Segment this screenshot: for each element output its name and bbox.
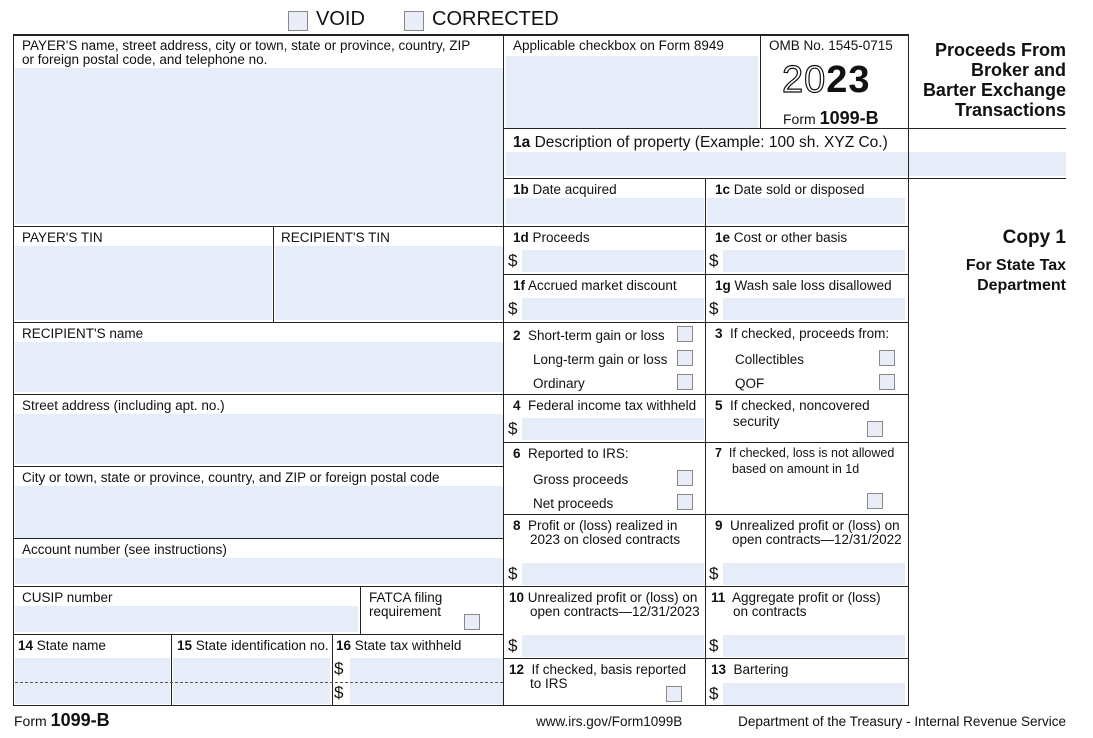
box-4-label: 4 Federal income tax withheld — [513, 398, 697, 413]
box-16-label: 16 State tax withheld — [336, 638, 462, 653]
box-7-label-2: based on amount in 1d — [732, 462, 860, 476]
box-10-field[interactable] — [522, 635, 704, 657]
recipient-tin-label: RECIPIENT'S TIN — [281, 230, 390, 245]
box-6-gross-checkbox[interactable] — [677, 470, 693, 486]
box-10-dollar: $ — [508, 636, 518, 655]
account-number-field[interactable] — [15, 558, 503, 584]
payer-tin-label: PAYER'S TIN — [22, 230, 103, 245]
box-8-dollar: $ — [508, 564, 518, 583]
box-11-label-2: on contracts — [733, 604, 807, 619]
box-1b-field[interactable] — [506, 198, 704, 224]
form-right-border — [908, 34, 909, 706]
footer-department: Department of the Treasury - Internal Revenue Service — [738, 714, 1066, 729]
box-11-field[interactable] — [723, 635, 905, 657]
footer-url[interactable]: www.irs.gov/Form1099B — [536, 714, 683, 729]
box-4-dollar: $ — [508, 419, 518, 438]
fatca-label-2: requirement — [369, 604, 442, 619]
box-1d-label: 1d Proceeds — [513, 230, 590, 245]
box-1d-dollar: $ — [508, 251, 518, 270]
box-9-field[interactable] — [723, 563, 905, 585]
applicable-checkbox-field[interactable] — [506, 56, 758, 128]
state-row-dash — [15, 682, 503, 683]
box-8-label-1: 8 Profit or (loss) realized in — [513, 518, 678, 533]
box-4-field[interactable] — [522, 418, 704, 440]
fatca-checkbox[interactable] — [464, 614, 480, 630]
box-12-label-2: to IRS — [530, 676, 568, 691]
omb-divider — [760, 34, 761, 128]
void-checkbox[interactable] — [288, 11, 308, 31]
recipient-name-field[interactable] — [15, 342, 503, 392]
line-6-bottom — [503, 514, 908, 515]
box-8-field[interactable] — [522, 563, 704, 585]
box-16-dollar-1: $ — [334, 659, 344, 678]
box-7-label-1: 7 If checked, loss is not allowed — [715, 446, 895, 460]
box-6-gross-label: Gross proceeds — [533, 472, 629, 487]
box-10-label-1: 10 Unrealized profit or (loss) on — [509, 590, 698, 605]
fatca-label-1: FATCA filing — [369, 590, 443, 605]
tax-year: 2023 — [782, 59, 871, 101]
line-1d-bottom — [503, 274, 908, 275]
box-3-label: 3 If checked, proceeds from: — [715, 326, 890, 341]
box-6-net-checkbox[interactable] — [677, 494, 693, 510]
box-9-dollar: $ — [709, 564, 719, 583]
account-number-label: Account number (see instructions) — [22, 542, 227, 557]
box-1g-label: 1g Wash sale loss disallowed — [715, 278, 892, 293]
box-15-label: 15 State identification no. — [177, 638, 329, 653]
city-field[interactable] — [15, 486, 503, 538]
payer-name-label: PAYER'S name, street address, city or town, state or province, country, ZIP — [22, 38, 471, 53]
box-1f-field[interactable] — [522, 298, 704, 320]
copy-subtitle: For State Tax Department — [965, 257, 1066, 294]
corrected-checkbox[interactable] — [404, 11, 424, 31]
box-1c-field[interactable] — [707, 198, 905, 224]
form-title: Proceeds From Broker and Barter Exchange Transactions — [922, 40, 1066, 120]
box-5-checkbox[interactable] — [867, 421, 883, 437]
box-1c-label: 1c Date sold or disposed — [715, 182, 865, 197]
box-2-long-checkbox[interactable] — [677, 350, 693, 366]
line-account-bottom — [13, 586, 504, 587]
cusip-field[interactable] — [15, 606, 358, 632]
line-name-bottom — [13, 394, 504, 395]
form-top-border — [13, 34, 908, 36]
box-10-label-2: open contracts—12/31/2023 — [530, 604, 700, 619]
box-12-checkbox[interactable] — [666, 686, 682, 702]
line-2-bottom — [503, 394, 908, 395]
box-1e-dollar: $ — [709, 251, 719, 270]
box-1a-label: 1a Description of property (Example: 100 sh. XYZ Co.) — [513, 134, 888, 151]
box-1d-field[interactable] — [522, 250, 704, 272]
box-1f-dollar: $ — [508, 299, 518, 318]
box-12-label-1: 12 If checked, basis reported — [509, 662, 687, 677]
line-cusip-bottom — [13, 634, 504, 635]
line-1f-bottom — [503, 322, 908, 323]
box-1f-label: 1f Accrued market discount — [513, 278, 677, 293]
box-9-label-2: open contracts—12/31/2022 — [732, 532, 902, 547]
box-13-field[interactable] — [723, 683, 905, 705]
line-1a-bottom — [503, 178, 1066, 179]
cusip-label: CUSIP number — [22, 590, 113, 605]
form-bottom-border — [13, 705, 908, 706]
box-3-qof-label: QOF — [735, 376, 765, 391]
box-16-dollar-2: $ — [334, 683, 344, 702]
line-payer-bottom — [13, 226, 504, 227]
box-1b-label: 1b Date acquired — [513, 182, 617, 197]
form-left-border — [13, 34, 14, 706]
box-13-dollar: $ — [709, 684, 719, 703]
box-1e-field[interactable] — [723, 250, 905, 272]
footer-form-label: Form 1099-B — [14, 710, 110, 730]
box-15-field[interactable] — [173, 658, 330, 704]
copy-label: Copy 1 — [1002, 227, 1066, 248]
box-16-field[interactable] — [350, 658, 503, 704]
cusip-fatca-divider — [360, 586, 361, 634]
line-10-bottom — [503, 658, 908, 659]
line-city-bottom — [13, 538, 504, 539]
city-label: City or town, state or province, country, and ZIP or foreign postal code — [22, 470, 440, 485]
box-3-qof-checkbox[interactable] — [879, 374, 895, 390]
box-3-collectibles-label: Collectibles — [735, 352, 805, 367]
box-8-label-2: 2023 on closed contracts — [530, 532, 681, 547]
box-2-ordinary-checkbox[interactable] — [677, 374, 693, 390]
box-11-dollar: $ — [709, 636, 719, 655]
form-label-top: Form 1099-B — [783, 108, 879, 128]
box-14-field[interactable] — [15, 658, 170, 704]
payer-tin-field[interactable] — [15, 246, 272, 320]
box-5-label-2: security — [733, 414, 780, 429]
payer-name-field[interactable] — [15, 68, 503, 224]
box-14-label: 14 State name — [18, 638, 106, 653]
center-divider — [503, 34, 504, 706]
payer-name-label-2: or foreign postal code, and telephone no. — [22, 52, 268, 67]
line-street-bottom — [13, 466, 504, 467]
street-address-field[interactable] — [15, 414, 503, 464]
box-2-ordinary-label: Ordinary — [533, 376, 585, 391]
line-tin-bottom — [13, 322, 504, 323]
box-2-short-label: 2 Short-term gain or loss — [513, 328, 665, 343]
box-1g-field[interactable] — [723, 298, 905, 320]
box-11-label-1: 11 Aggregate profit or (loss) — [711, 590, 881, 605]
box-2-short-checkbox[interactable] — [677, 326, 693, 342]
tin-divider — [273, 226, 274, 322]
line-8-bottom — [503, 586, 908, 587]
recipient-name-label: RECIPIENT'S name — [22, 326, 144, 341]
corrected-label: CORRECTED — [432, 8, 559, 30]
box-6-label: 6 Reported to IRS: — [513, 446, 629, 461]
box-13-label: 13 Bartering — [711, 662, 789, 677]
street-address-label: Street address (including apt. no.) — [22, 398, 225, 413]
box-3-collectibles-checkbox[interactable] — [879, 350, 895, 366]
state-14-15-divider — [171, 634, 172, 706]
box-7-checkbox[interactable] — [867, 493, 883, 509]
box-9-label-1: 9 Unrealized profit or (loss) on — [715, 518, 900, 533]
recipient-tin-field[interactable] — [275, 246, 503, 320]
applicable-checkbox-label: Applicable checkbox on Form 8949 — [513, 38, 724, 53]
line-4-bottom — [503, 442, 908, 443]
void-label: VOID — [316, 8, 365, 30]
box-5-label-1: 5 If checked, noncovered — [715, 398, 870, 413]
line-1b-bottom — [503, 226, 908, 227]
box-6-net-label: Net proceeds — [533, 496, 614, 511]
box-1a-field[interactable] — [506, 152, 1066, 176]
box-1g-dollar: $ — [709, 299, 719, 318]
box-2-long-label: Long-term gain or loss — [533, 352, 668, 367]
omb-label: OMB No. 1545-0715 — [769, 38, 893, 53]
box-1e-label: 1e Cost or other basis — [715, 230, 848, 245]
